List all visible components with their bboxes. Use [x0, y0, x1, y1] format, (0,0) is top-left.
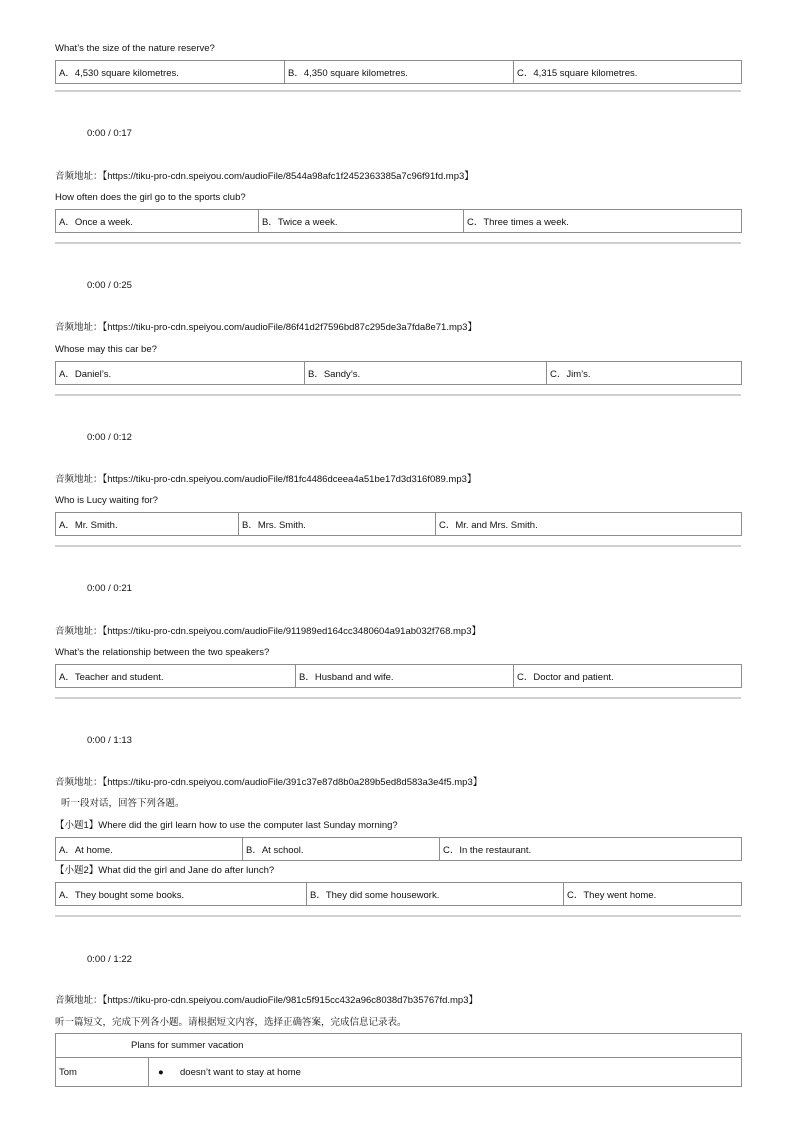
audio-time[interactable]: 0:00 / 1:22: [87, 954, 132, 965]
audio-time[interactable]: 0:00 / 1:13: [87, 735, 132, 746]
instruction-text: 听一篇短文，完成下列各小题。请根据短文内容，选择正确答案，完成信息记录表。: [55, 1017, 407, 1028]
option-b[interactable]: B．They did some housework.: [307, 883, 564, 906]
option-a[interactable]: A．4,530 square kilometres.: [56, 61, 285, 84]
audio-url[interactable]: 音频地址：【https://tiku-pro-cdn.speiyou.com/audioFile/911989ed164cc3480604a91ab032f768.mp3】: [55, 626, 481, 637]
audio-url[interactable]: 音频地址：【https://tiku-pro-cdn.speiyou.com/audioFile/981c5f915cc432a96c8038d7b35767fd.mp3】: [55, 995, 478, 1006]
audio-time[interactable]: 0:00 / 0:21: [87, 583, 132, 594]
option-c[interactable]: C．In the restaurant.: [440, 838, 742, 861]
options-table: [55, 837, 742, 861]
option-c[interactable]: C．Three times a week.: [464, 210, 742, 233]
option-a[interactable]: A．Once a week.: [56, 210, 259, 233]
section-divider: [55, 90, 741, 92]
instruction-text: 听一段对话，回答下列各题。: [61, 798, 185, 809]
option-a[interactable]: A．At home.: [56, 838, 243, 861]
option-c[interactable]: C．Jim’s.: [547, 362, 742, 385]
option-a[interactable]: A．Teacher and student.: [56, 665, 296, 688]
audio-url[interactable]: 音频地址：【https://tiku-pro-cdn.speiyou.com/audioFile/86f41d2f7596bd87c295de3a7fda8e71.mp3】: [55, 322, 477, 333]
option-c[interactable]: C．4,315 square kilometres.: [514, 61, 742, 84]
sub-question-2: 【小题2】What did the girl and Jane do after lunch?: [55, 865, 275, 876]
question-text: Whose may this car be?: [55, 344, 157, 355]
audio-url[interactable]: 音频地址：【https://tiku-pro-cdn.speiyou.com/audioFile/8544a98afc1f2452363385a7c96f91fd.mp3】: [55, 171, 474, 182]
section-divider: [55, 697, 741, 699]
audio-url[interactable]: 音频地址：【https://tiku-pro-cdn.speiyou.com/audioFile/f81fc4486dceea4a51be17d3d316f089.mp3】: [55, 474, 477, 485]
option-b[interactable]: B．Twice a week.: [259, 210, 464, 233]
option-a[interactable]: A．They bought some books.: [56, 883, 307, 906]
option-a[interactable]: A．Daniel’s.: [56, 362, 305, 385]
option-c[interactable]: C．They went home.: [564, 883, 742, 906]
row-content: [149, 1058, 742, 1087]
question-text: What’s the relationship between the two speakers?: [55, 647, 270, 658]
audio-url[interactable]: 音频地址：【https://tiku-pro-cdn.speiyou.com/audioFile/391c37e87d8b0a289b5ed8d583a3e4f5.mp3】: [55, 777, 483, 788]
question-text: What’s the size of the nature reserve?: [55, 43, 215, 54]
option-b[interactable]: B．4,350 square kilometres.: [285, 61, 514, 84]
audio-time[interactable]: 0:00 / 0:17: [87, 128, 132, 139]
row-text: doesn’t want to stay at home: [180, 1066, 301, 1078]
options-table: [55, 361, 742, 385]
options-table: [55, 60, 742, 84]
option-b[interactable]: B．Husband and wife.: [296, 665, 514, 688]
section-divider: [55, 545, 741, 547]
option-c[interactable]: C．Mr. and Mrs. Smith.: [436, 513, 742, 536]
options-table: [55, 512, 742, 536]
table-title: Plans for summer vacation: [56, 1034, 742, 1058]
info-record-table: [55, 1033, 742, 1087]
options-table: [55, 664, 742, 688]
audio-time[interactable]: 0:00 / 0:25: [87, 280, 132, 291]
options-table: [55, 209, 742, 233]
option-b[interactable]: B．At school.: [243, 838, 440, 861]
option-b[interactable]: B．Mrs. Smith.: [239, 513, 436, 536]
options-table: [55, 882, 742, 906]
sub-question-1: 【小题1】Where did the girl learn how to use the computer last Sunday morning?: [55, 820, 398, 831]
option-a[interactable]: A．Mr. Smith.: [56, 513, 239, 536]
question-text: How often does the girl go to the sports club?: [55, 192, 246, 203]
option-c[interactable]: C．Doctor and patient.: [514, 665, 742, 688]
question-text: Who is Lucy waiting for?: [55, 495, 158, 506]
audio-time[interactable]: 0:00 / 0:12: [87, 432, 132, 443]
section-divider: [55, 242, 741, 244]
bullet-icon: ●: [158, 1066, 164, 1078]
section-divider: [55, 915, 741, 917]
row-name: Tom: [56, 1058, 149, 1087]
section-divider: [55, 394, 741, 396]
option-b[interactable]: B．Sandy’s.: [305, 362, 547, 385]
